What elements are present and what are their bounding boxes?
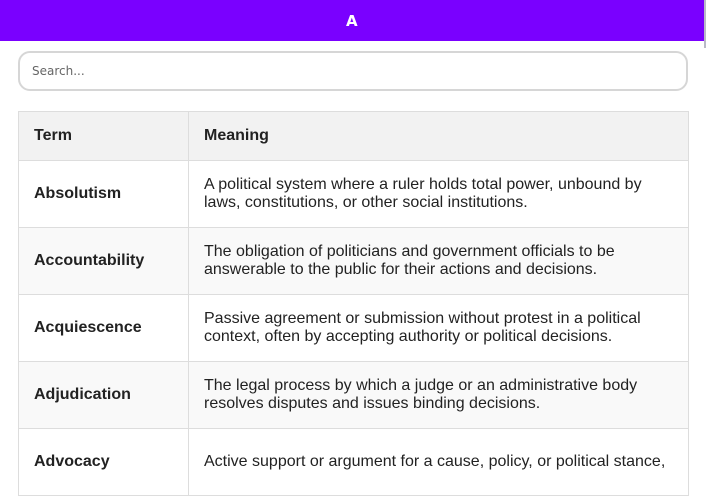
term-cell: Absolutism [19,161,189,228]
column-header-term: Term [19,112,189,161]
search-container [18,51,688,91]
column-header-meaning: Meaning [189,112,689,161]
search-input[interactable] [18,51,688,91]
table-row [19,228,689,295]
table-row [19,429,689,496]
table-row [19,362,689,429]
meaning-cell: A political system where a ruler holds total power, unbound by laws, constitutions, or other social institutions. [189,161,689,228]
meaning-cell: The obligation of politicians and government officials to be answerable to the public for their actions and decisions. [189,228,689,295]
meaning-cell: Active support or argument for a cause, policy, or political stance, [189,429,689,496]
term-cell: Adjudication [19,362,189,429]
header-title: A [345,11,359,30]
glossary-table [18,111,689,496]
letter-header [0,0,704,41]
term-cell: Advocacy [19,429,189,496]
term-cell: Acquiescence [19,295,189,362]
meaning-cell: Passive agreement or submission without protest in a political context, often by accepting authority or political decisions. [189,295,689,362]
table-row [19,295,689,362]
meaning-cell: The legal process by which a judge or an administrative body resolves disputes and issues binding decisions. [189,362,689,429]
table-row [19,161,689,228]
glossary-table-container [18,111,688,496]
term-cell: Accountability [19,228,189,295]
table-header-row [19,112,689,161]
